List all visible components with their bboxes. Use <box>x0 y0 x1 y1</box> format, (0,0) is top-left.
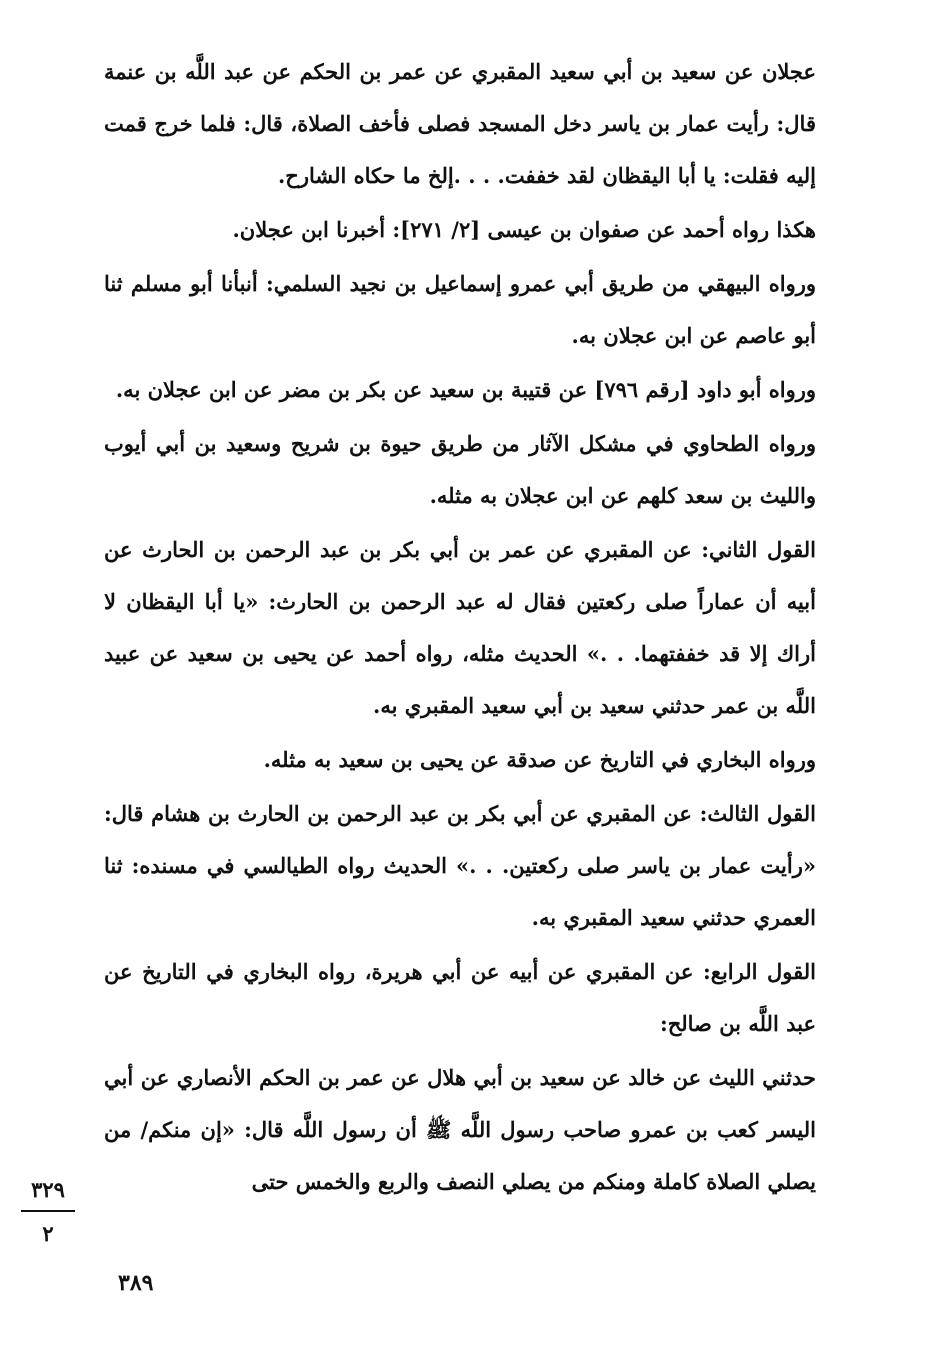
paragraph-9: القول الرابع: عن المقبري عن أبيه عن أبي هريرة، رواه البخاري في التاريخ عن عبد اللَّه بن صالح: <box>104 959 816 1036</box>
paragraph-7: ورواه البخاري في التاريخ عن صدقة عن يحيى بن سعيد به مثله. <box>263 747 816 772</box>
margin-page-reference <box>18 1176 78 1248</box>
paragraph-10: حدثني الليث عن خالد عن سعيد بن أبي هلال عن عمر بن الحكم الأنصاري عن أبي اليسر كعب بن عمرو صاحب رسول اللَّه ﷺ أن رسول اللَّه قال: «إن منكم/ من يصلي الصلاة كاملة ومنكم من يصلي النصف والربع والخمس حتى <box>104 1065 816 1194</box>
paragraph-6: القول الثاني: عن المقبري عن عمر بن أبي بكر بن عبد الرحمن بن الحارث عن أبيه أن عماراً صلى ركعتين فقال له عبد الرحمن بن الحارث: «يا أبا اليقظان لا أراك إلا قد خففتهما. . .» الحديث مثله، رواه أحمد عن يحيى بن سعيد عن عبيد اللَّه بن عمر حدثني سعيد بن أبي سعيد المقبري به. <box>104 537 816 718</box>
page-number: ٣٨٩ <box>118 1270 154 1296</box>
margin-reference-rule <box>21 1210 75 1212</box>
main-text <box>104 46 816 1210</box>
paragraph-1: عجلان عن سعيد بن أبي سعيد المقبري عن عمر بن الحكم عن عبد اللَّه بن عنمة قال: رأيت عمار بن ياسر دخل المسجد فصلى فأخف الصلاة، قال: فلما خرج قمت إليه فقلت: يا أبا اليقظان لقد خففت. . . .إلخ ما حكاه الشارح. <box>104 59 816 188</box>
paragraph-5: ورواه الطحاوي في مشكل الآثار من طريق حيوة بن شريح وسعيد بن أبي أيوب والليث بن سعد كلهم عن ابن عجلان به مثله. <box>104 431 816 508</box>
paragraph-3: ورواه البيهقي من طريق أبي عمرو إسماعيل بن نجيد السلمي: أنبأنا أبو مسلم ثنا أبو عاصم عن ابن عجلان به. <box>104 271 816 348</box>
margin-reference-top: ٣٢٩ <box>31 1177 65 1202</box>
paragraph-2: هكذا رواه أحمد عن صفوان بن عيسى [٢/ ٢٧١]: أخبرنا ابن عجلان. <box>232 217 816 242</box>
paragraph-8: القول الثالث: عن المقبري عن أبي بكر بن عبد الرحمن بن الحارث بن هشام قال: «رأيت عمار بن ياسر صلى ركعتين. . .» الحديث رواه الطيالسي في مسنده: ثنا العمري حدثني سعيد المقبري به. <box>104 801 816 930</box>
margin-reference-bottom: ٢ <box>42 1221 54 1246</box>
paragraph-4: ورواه أبو داود [رقم ٧٩٦] عن قتيبة بن سعيد عن بكر بن مضر عن ابن عجلان به. <box>115 377 816 402</box>
